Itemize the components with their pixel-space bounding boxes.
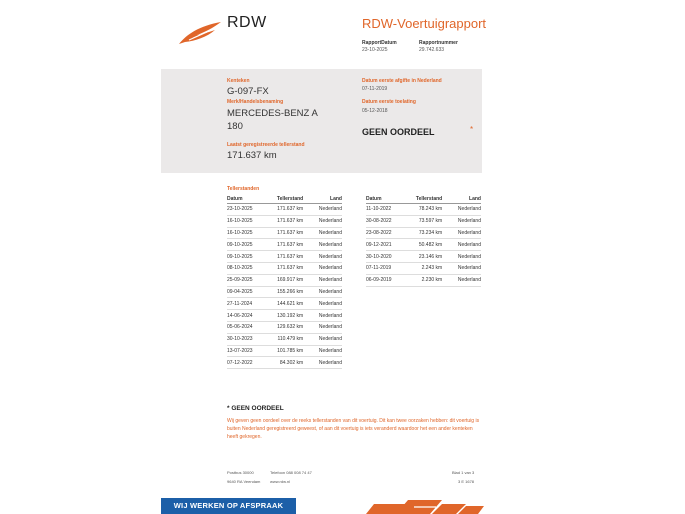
table-row: [227, 357, 342, 369]
row-datum: 30-08-2022: [366, 215, 402, 227]
row-tellerstand: 171.637 km: [263, 239, 309, 251]
table-row: [366, 215, 481, 227]
rdw-logo-icon: [177, 20, 223, 46]
row-land: Nederland: [309, 262, 342, 274]
row-tellerstand: 73.234 km: [402, 227, 448, 239]
row-datum: 30-10-2023: [227, 333, 263, 345]
row-datum: 16-10-2025: [227, 215, 263, 227]
row-tellerstand: 171.637 km: [263, 227, 309, 239]
afgifte-value: 07-11-2019: [362, 86, 388, 92]
table-row: [227, 262, 342, 274]
report-title: RDW-Voertuigrapport: [362, 16, 487, 31]
col-datum: Datum: [366, 195, 402, 204]
row-land: Nederland: [309, 321, 342, 333]
table-row: [227, 298, 342, 310]
col-datum: Datum: [227, 195, 263, 204]
row-tellerstand: 169.917 km: [263, 274, 309, 286]
table-row: [227, 286, 342, 298]
row-land: Nederland: [309, 333, 342, 345]
table-row: [227, 310, 342, 322]
row-datum: 08-10-2025: [227, 262, 263, 274]
table-row: [366, 251, 481, 263]
row-land: Nederland: [448, 215, 481, 227]
row-land: Nederland: [309, 310, 342, 322]
row-land: Nederland: [309, 251, 342, 263]
row-land: Nederland: [448, 239, 481, 251]
note-text: Wij geven geen oordeel over de reeks tellerstanden van dit voertuig. Dit kan twee oorzaken hebben: dit voertuig is buiten Nederland geregistreerd geweest, of aan dit voertuig is iets veranderd waardoor het een ander kenteken heeft gekregen.: [227, 418, 480, 440]
table-row: [227, 345, 342, 357]
row-tellerstand: 171.637 km: [263, 262, 309, 274]
rapport-datum: 23-10-2025: [362, 47, 388, 53]
tellerstanden-title: Tellerstanden: [227, 186, 260, 192]
rapport-nummer-label: Rapportnummer: [419, 40, 458, 46]
row-tellerstand: 144.621 km: [263, 298, 309, 310]
table-row: [227, 227, 342, 239]
row-datum: 23-08-2022: [366, 227, 402, 239]
row-tellerstand: 78.243 km: [402, 204, 448, 216]
row-datum: 27-11-2024: [227, 298, 263, 310]
row-datum: 09-10-2025: [227, 251, 263, 263]
row-tellerstand: 2.230 km: [402, 274, 448, 286]
odometer-table-left: [227, 195, 342, 369]
row-datum: 06-09-2019: [366, 274, 402, 286]
note-title: * GEEN OORDEEL: [227, 405, 284, 412]
row-tellerstand: 171.637 km: [263, 204, 309, 216]
row-land: Nederland: [309, 215, 342, 227]
footer-telefoon: Telefoon 088 008 74 47: [270, 470, 312, 475]
merk-value-line2: 180: [227, 121, 243, 132]
row-datum: 14-06-2024: [227, 310, 263, 322]
decorative-stripes-icon: [366, 498, 486, 514]
row-land: Nederland: [309, 227, 342, 239]
asterisk-mark: *: [470, 125, 474, 134]
table-row: [366, 239, 481, 251]
row-datum: 23-10-2025: [227, 204, 263, 216]
kenteken-label: Kenteken: [227, 78, 250, 84]
row-datum: 09-12-2021: [366, 239, 402, 251]
odometer-table-right: [366, 195, 481, 287]
row-land: Nederland: [309, 345, 342, 357]
table-row: [227, 215, 342, 227]
row-datum: 25-09-2025: [227, 274, 263, 286]
table-row: [227, 251, 342, 263]
row-datum: 09-04-2025: [227, 286, 263, 298]
toelating-value: 05-12-2018: [362, 108, 388, 114]
row-land: Nederland: [309, 204, 342, 216]
row-land: Nederland: [309, 298, 342, 310]
rapport-nummer: 29.742.633: [419, 47, 445, 53]
row-datum: 07-11-2019: [366, 262, 402, 274]
row-land: Nederland: [448, 227, 481, 239]
row-datum: 13-07-2023: [227, 345, 263, 357]
table-row: [227, 239, 342, 251]
table-row: [366, 274, 481, 286]
table-row: [227, 321, 342, 333]
appointment-banner: WIJ WERKEN OP AFSPRAAK: [161, 498, 296, 514]
row-land: Nederland: [309, 239, 342, 251]
row-tellerstand: 84.302 km: [263, 357, 309, 369]
row-tellerstand: 110.479 km: [263, 333, 309, 345]
kenteken-value: G-097-FX: [227, 86, 269, 97]
footer-postbus: Postbus 30000: [227, 470, 254, 475]
row-land: Nederland: [309, 357, 342, 369]
row-land: Nederland: [448, 274, 481, 286]
afgifte-label: Datum eerste afgifte in Nederland: [362, 78, 442, 84]
row-datum: 09-10-2025: [227, 239, 263, 251]
row-tellerstand: 23.146 km: [402, 251, 448, 263]
footer-code: 3 E 1678: [458, 479, 475, 484]
row-datum: 16-10-2025: [227, 227, 263, 239]
footer-blad: Blad 1 van 3: [452, 470, 475, 475]
row-land: Nederland: [448, 251, 481, 263]
footer-plaats: 9640 RA Veendam: [227, 479, 261, 484]
row-datum: 11-10-2022: [366, 204, 402, 216]
footer-website[interactable]: www.rdw.nl: [270, 479, 291, 484]
laatst-label: Laatst geregistreerde tellerstand: [227, 142, 305, 148]
row-tellerstand: 130.192 km: [263, 310, 309, 322]
row-land: Nederland: [309, 286, 342, 298]
table-row: [366, 227, 481, 239]
col-tellerstand: Tellerstand: [263, 195, 309, 204]
row-land: Nederland: [448, 262, 481, 274]
row-tellerstand: 171.637 km: [263, 251, 309, 263]
table-row: [366, 204, 481, 216]
col-tellerstand: Tellerstand: [402, 195, 448, 204]
toelating-label: Datum eerste toelating: [362, 99, 416, 105]
row-tellerstand: 155.266 km: [263, 286, 309, 298]
row-tellerstand: 73.597 km: [402, 215, 448, 227]
logo-text: RDW: [227, 14, 267, 31]
row-tellerstand: 50.482 km: [402, 239, 448, 251]
row-datum: 05-06-2024: [227, 321, 263, 333]
row-datum: 07-12-2022: [227, 357, 263, 369]
row-datum: 30-10-2020: [366, 251, 402, 263]
table-row: [366, 262, 481, 274]
oordeel-status: GEEN OORDEEL: [362, 127, 435, 137]
merk-label: Merk/Handelsbenaming: [227, 99, 284, 105]
table-row: [227, 333, 342, 345]
table-row: [227, 274, 342, 286]
row-tellerstand: 101.785 km: [263, 345, 309, 357]
row-land: Nederland: [309, 274, 342, 286]
col-land: Land: [309, 195, 342, 204]
vehicle-panel: [161, 69, 482, 173]
col-land: Land: [448, 195, 481, 204]
row-land: Nederland: [448, 204, 481, 216]
row-tellerstand: 171.637 km: [263, 215, 309, 227]
laatst-value: 171.637 km: [227, 150, 277, 161]
table-row: [227, 204, 342, 216]
merk-value-line1: MERCEDES-BENZ A: [227, 108, 318, 119]
row-tellerstand: 2.243 km: [402, 262, 448, 274]
rapport-datum-label: RapportDatum: [362, 40, 397, 46]
row-tellerstand: 129.632 km: [263, 321, 309, 333]
